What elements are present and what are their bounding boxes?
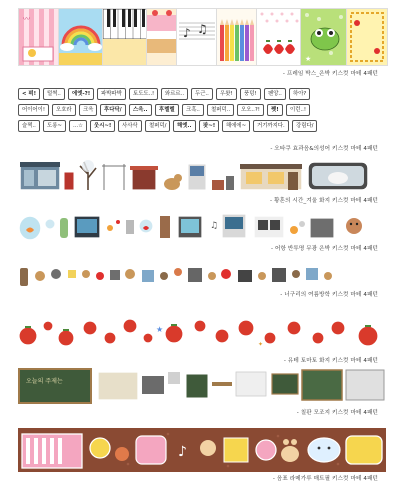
piano-frame-sticker <box>102 8 148 66</box>
svg-text:✦: ✦ <box>258 341 264 348</box>
sfx-text-sticker: 털썩.. <box>43 88 65 100</box>
classroom-stickers <box>96 368 386 404</box>
strawberry-frame-sticker <box>256 8 302 66</box>
twilight-winter-sticker-row <box>18 158 386 194</box>
sound-effect-text-stickers <box>18 88 386 140</box>
music-note-strip <box>18 428 386 472</box>
music-note-frame-sticker <box>176 8 218 66</box>
sfx-text-sticker: 해에에~ <box>222 120 250 132</box>
sfx-text-sticker: 오호라 <box>52 104 76 116</box>
sfx-text-sticker: 후다닥/ <box>100 104 126 116</box>
sfx-text-sticker: 후렐렐 <box>155 104 179 116</box>
sfx-text-sticker: 슬쩍.. <box>18 120 40 132</box>
pencil-frame-sticker <box>216 8 258 66</box>
sfx-text-sticker: 파박파박 <box>97 88 126 100</box>
caption-music-note: - 음표 라메가루 매트필 키스컷 마테 4패턴 <box>272 476 378 482</box>
raccoon-summer-stickers <box>18 262 386 290</box>
sfx-text-sticker: 크윽 <box>79 104 97 116</box>
sfx-text-sticker: 거기까지다. <box>253 120 289 132</box>
sfx-text-sticker: 철퍼덕.. <box>207 104 234 116</box>
caption-frame-box: - 프레임 박스_은박 키스컷 마테 4패턴 <box>282 71 378 77</box>
sfx-text-sticker: 팟~! <box>199 120 219 132</box>
caption-chalkboard: - 칠판 모조지 키스컷 마테 4패턴 <box>296 410 378 416</box>
caption-raccoon-summer: - 너구리의 여름방학 키스컷 마테 4패턴 <box>280 292 378 298</box>
sfx-text-sticker: 크흑.. <box>182 104 204 116</box>
sfx-text-sticker: 웃시~! <box>90 120 115 132</box>
gingham-frame-sticker <box>18 8 60 66</box>
sfx-text-sticker: 토도도..! <box>129 88 158 100</box>
raccoon-summer-sticker-row <box>18 262 386 290</box>
sfx-text-sticker: 풍덩! <box>240 88 261 100</box>
caption-fishtank: - 어항 반투명 무광 은박 키스컷 마테 4패턴 <box>271 246 378 252</box>
svg-text:〰: 〰 <box>23 15 30 23</box>
sfx-text-sticker: 도롱~ <box>43 120 66 132</box>
chalkboard-title: 오늘의 주제는 <box>26 378 63 385</box>
svg-text:♪: ♪ <box>183 26 191 40</box>
frame-box-strip <box>18 8 386 64</box>
sfx-text-sticker: < 퍽! <box>18 88 40 100</box>
sfx-text-sticker: 에엣-?! <box>68 88 94 100</box>
tomato-sticker-row <box>18 314 386 352</box>
sfx-text-sticker: 어이어이! <box>18 104 49 116</box>
rainbow-frame-sticker <box>58 8 104 66</box>
sfx-text-sticker: 해엣.. <box>173 120 196 132</box>
sfx-text-sticker: 스윽.. <box>129 104 152 116</box>
cake-frame-sticker <box>146 8 178 66</box>
sfx-text-sticker: ...☆ <box>69 120 87 132</box>
svg-text:♪: ♪ <box>178 444 187 460</box>
sfx-text-sticker: 펜앙.. <box>264 88 286 100</box>
chalkboard-sticker <box>18 368 92 404</box>
sfx-text-sticker: 강림다/ <box>292 120 317 132</box>
sfx-text-sticker: 하아? <box>289 88 310 100</box>
sfx-text-sticker: 두근.. <box>191 88 213 100</box>
tomato-stickers <box>18 314 386 352</box>
yellow-frame-sticker <box>346 8 388 66</box>
caption-twilight-winter: - 황혼의 시간_겨울 화지 키스컷 마테 4패턴 <box>269 198 378 204</box>
sfx-text-sticker: 오오..?! <box>237 104 264 116</box>
fishtank-stickers <box>18 210 386 242</box>
caption-tomato: - 유테 토마토 화지 키스컷 마테 4패턴 <box>283 358 378 364</box>
sfx-text-sticker: 사사삭 <box>118 120 142 132</box>
twilight-winter-stickers <box>18 158 386 194</box>
frog-frame-sticker <box>300 8 348 66</box>
svg-text:♫: ♫ <box>197 22 208 36</box>
sfx-text-sticker: 쨋! <box>267 104 283 116</box>
sfx-text-sticker: 이런..! <box>286 104 310 116</box>
music-note-stickers <box>18 428 386 472</box>
fishtank-sticker-row <box>18 210 386 242</box>
svg-text:♫: ♫ <box>210 221 219 231</box>
chalkboard-sticker-row <box>18 368 386 404</box>
sfx-text-sticker: 우왓! <box>216 88 237 100</box>
sfx-text-sticker: 철퍼덕/ <box>145 120 170 132</box>
svg-text:★: ★ <box>156 325 164 334</box>
sfx-text-sticker: 와르르.. <box>161 88 188 100</box>
caption-otaku-sfx: - 오타쿠 효과음&의성어 키스컷 마테 4패턴 <box>270 146 378 152</box>
svg-text:★: ★ <box>305 55 312 63</box>
